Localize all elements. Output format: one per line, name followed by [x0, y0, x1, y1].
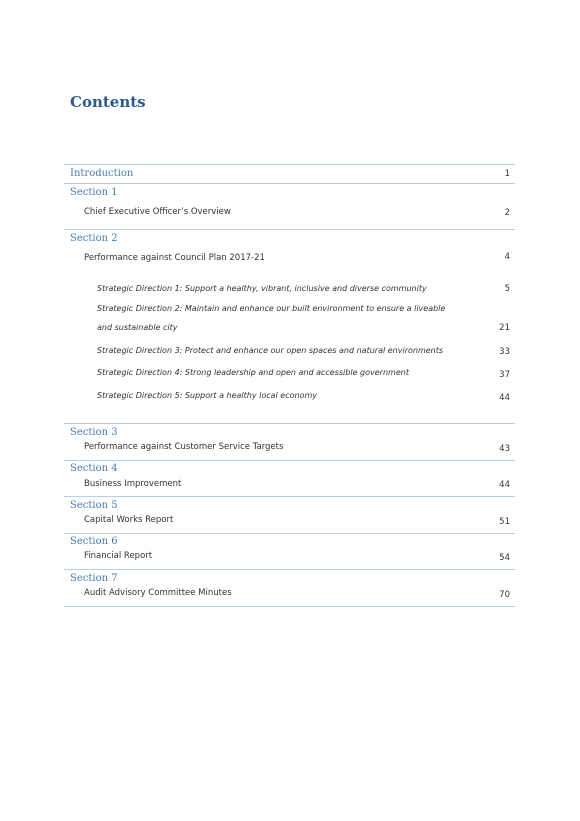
toc-page-number: 21 — [499, 323, 510, 333]
divider — [64, 183, 515, 184]
toc-page-number: 51 — [499, 517, 510, 527]
toc-page-number: 43 — [499, 444, 510, 454]
toc-entry-ceo-overview[interactable]: Chief Executive Officer’s Overview — [84, 207, 231, 217]
toc-page-number: 44 — [499, 480, 510, 490]
toc-page-number: 1 — [504, 169, 510, 179]
toc-page-number: 37 — [499, 370, 510, 380]
divider — [64, 164, 515, 165]
toc-subentry-strategic-direction-3[interactable]: Strategic Direction 3: Protect and enhance our open spaces and natural environments — [97, 346, 444, 355]
toc-subentry-strategic-direction-2[interactable]: Strategic Direction 2: Maintain and enhance our built environment to ensure a liveable — [97, 304, 446, 313]
section-heading: Section 7 — [70, 573, 118, 584]
toc-page-number: 2 — [504, 208, 510, 218]
toc-entry-business-improvement[interactable]: Business Improvement — [84, 479, 182, 489]
divider — [64, 229, 515, 230]
page-title: Contents — [70, 93, 146, 111]
toc-subentry-strategic-direction-1[interactable]: Strategic Direction 1: Support a healthy, vibrant, inclusive and diverse community — [97, 284, 427, 293]
toc-entry-capital-works[interactable]: Capital Works Report — [84, 515, 174, 525]
section-heading: Section 1 — [70, 187, 118, 198]
divider — [64, 423, 515, 424]
divider — [64, 533, 515, 534]
divider — [64, 606, 515, 607]
toc-page-number: 4 — [504, 252, 510, 262]
toc-subentry-strategic-direction-2-line2[interactable]: and sustainable city — [97, 323, 178, 332]
divider — [64, 460, 515, 461]
section-heading: Section 2 — [70, 233, 118, 244]
toc-page-number: 5 — [504, 284, 510, 294]
section-heading: Section 5 — [70, 500, 118, 511]
section-heading: Section 6 — [70, 536, 118, 547]
section-heading: Section 4 — [70, 463, 118, 474]
toc-entry-council-plan[interactable]: Performance against Council Plan 2017-21 — [84, 253, 265, 263]
divider — [64, 569, 515, 570]
toc-subentry-strategic-direction-4[interactable]: Strategic Direction 4: Strong leadership and open and accessible government — [97, 368, 409, 377]
toc-introduction-link[interactable]: Introduction — [70, 168, 134, 179]
toc-entry-audit-committee[interactable]: Audit Advisory Committee Minutes — [84, 588, 232, 598]
toc-subentry-strategic-direction-5[interactable]: Strategic Direction 5: Support a healthy local economy — [97, 391, 317, 400]
divider — [64, 496, 515, 497]
section-heading: Section 3 — [70, 427, 118, 438]
toc-page-number: 44 — [499, 393, 510, 403]
toc-entry-financial-report[interactable]: Financial Report — [84, 551, 153, 561]
toc-page-number: 54 — [499, 553, 510, 563]
toc-entry-customer-service[interactable]: Performance against Customer Service Targets — [84, 442, 284, 452]
toc-page-number: 70 — [499, 590, 510, 600]
toc-page-number: 33 — [499, 347, 510, 357]
